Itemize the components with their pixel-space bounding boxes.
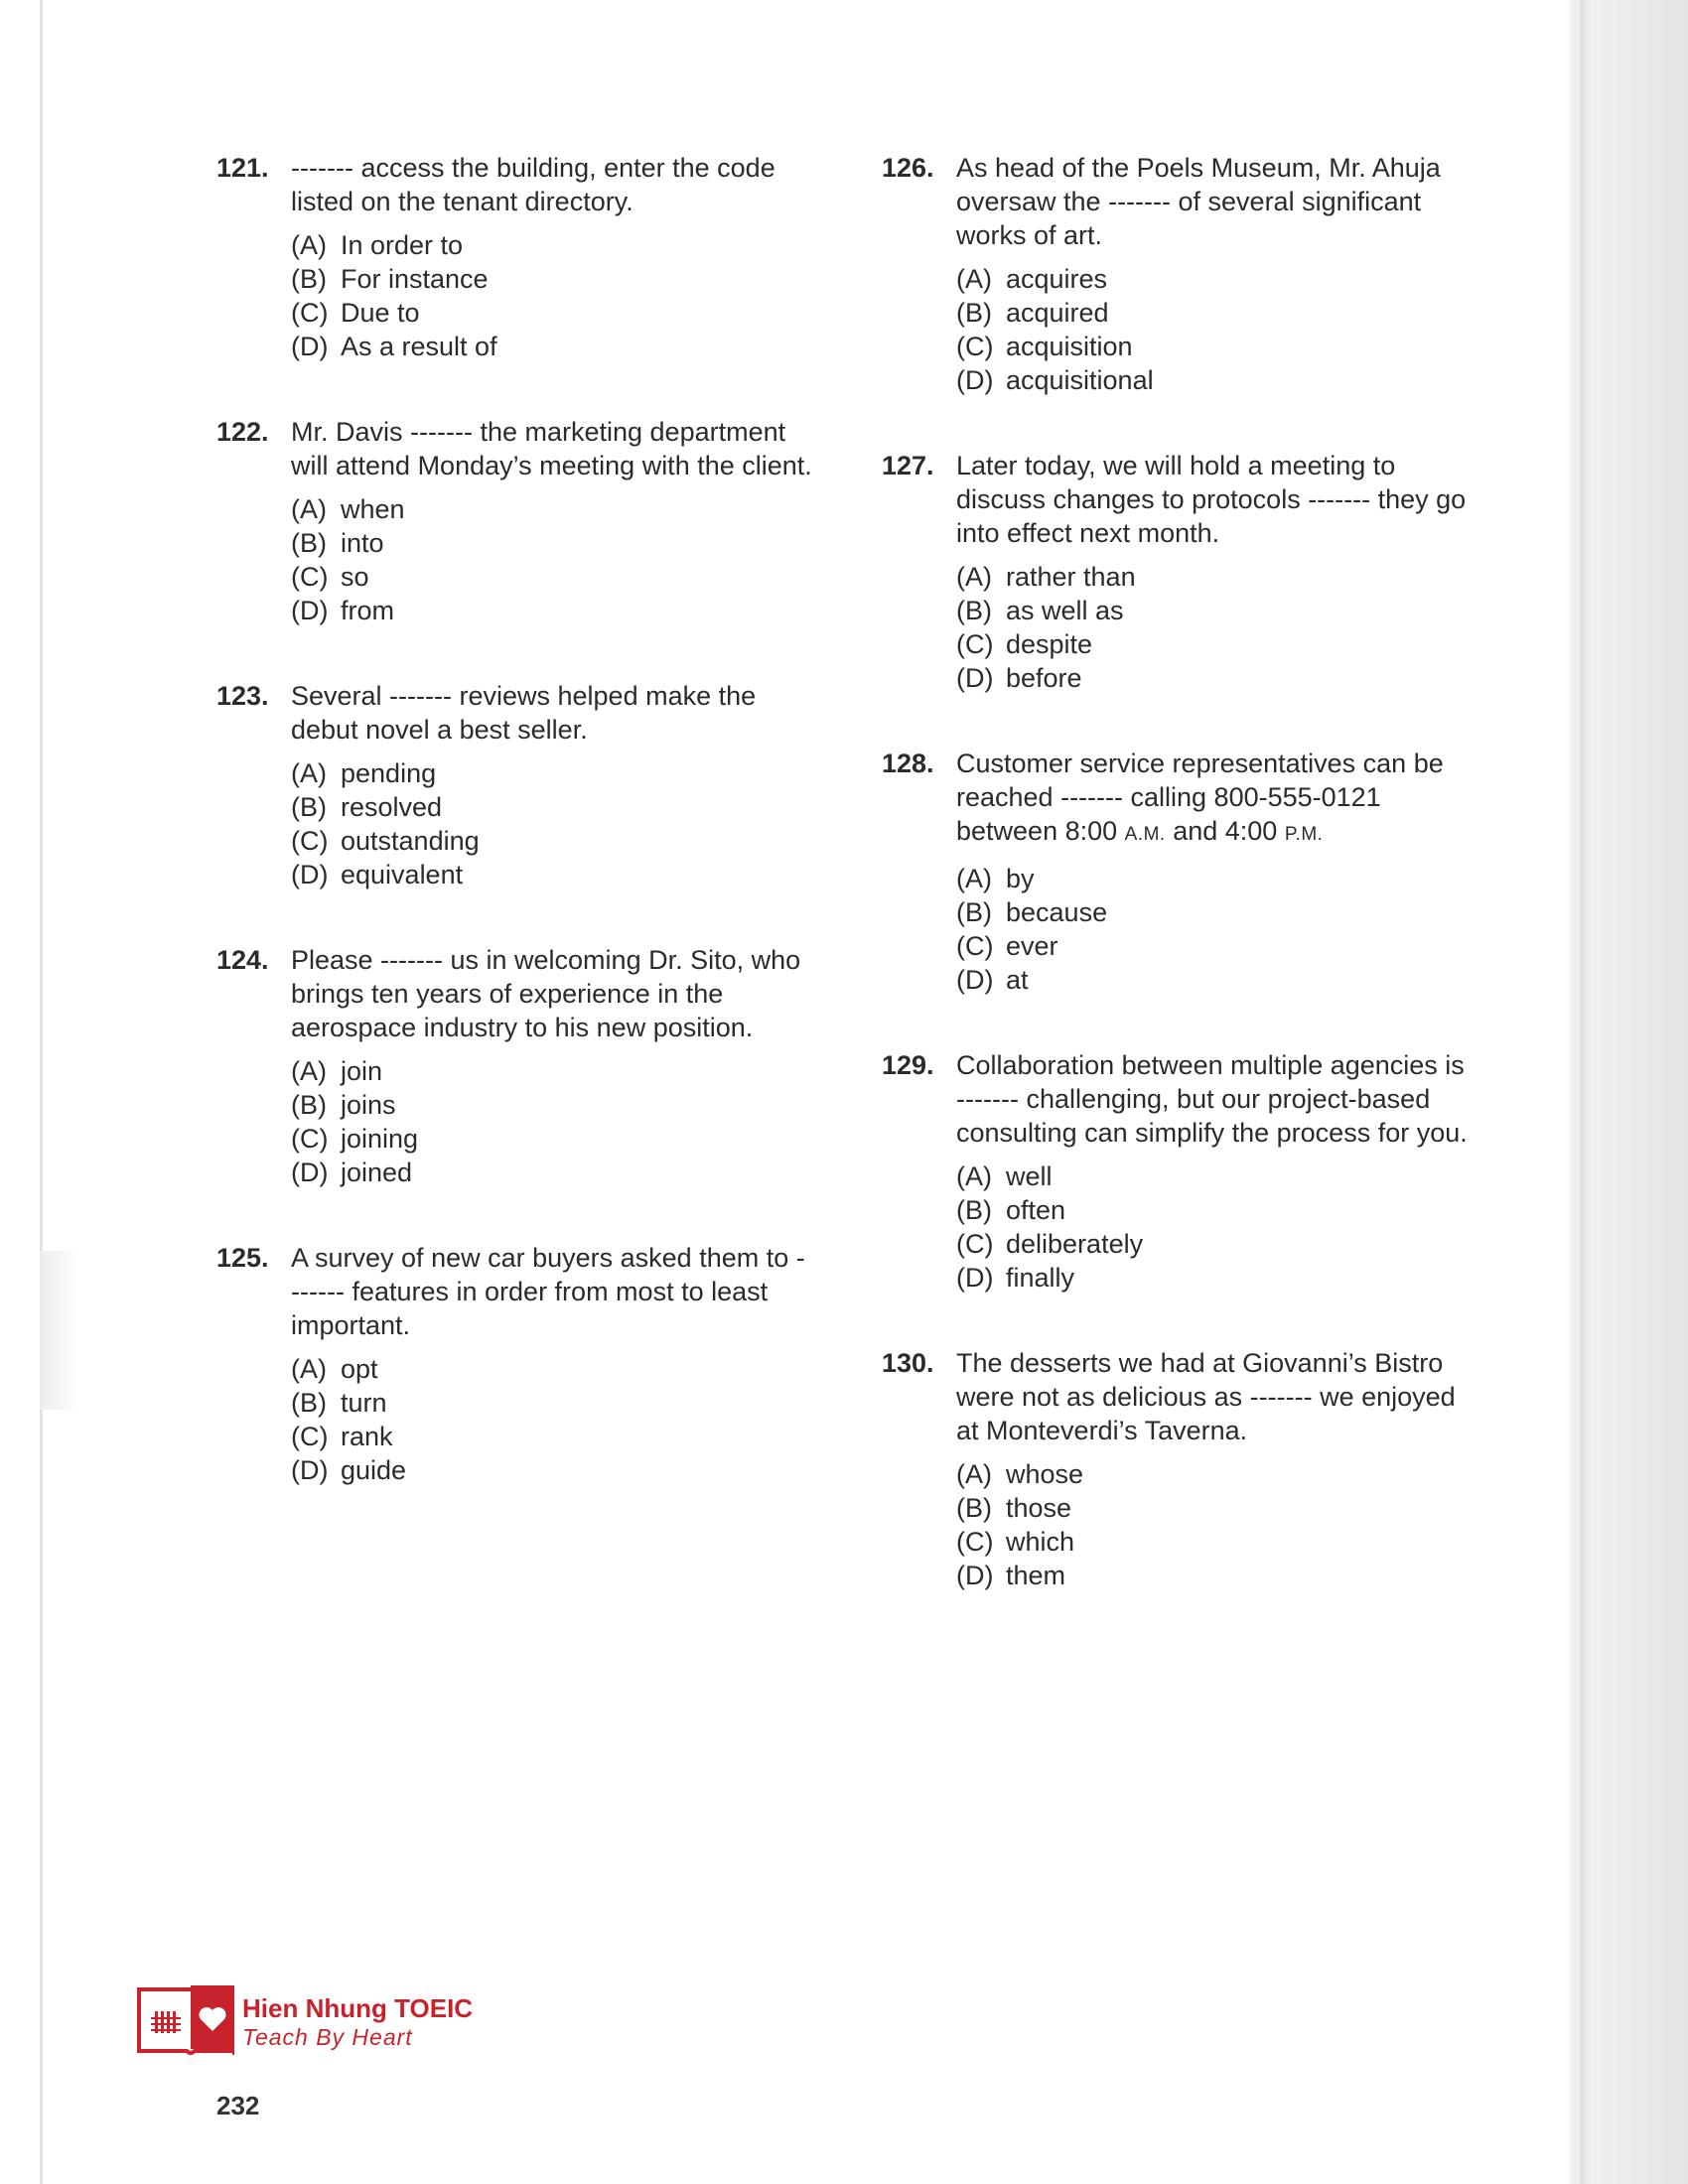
options-list — [956, 262, 1477, 397]
option-letter: (D) — [291, 1158, 329, 1187]
question-text: The desserts we had at Giovanni’s Bistro were not as delicious as ------- we enjoyed at Monteverdi’s Taverna. — [956, 1348, 1456, 1445]
option-letter: (C) — [291, 562, 329, 592]
option-text: rank — [341, 1422, 393, 1451]
option-b[interactable] — [956, 594, 1477, 627]
option-d[interactable] — [956, 363, 1477, 397]
question-number: 127. — [882, 451, 934, 480]
option-b[interactable] — [291, 1088, 812, 1122]
question-number: 124. — [216, 945, 269, 975]
option-text: join — [341, 1056, 383, 1086]
question-127 — [882, 449, 1477, 695]
option-text: acquired — [1006, 298, 1109, 328]
option-letter: (C) — [956, 931, 994, 961]
option-text: whose — [1006, 1459, 1084, 1489]
option-text: by — [1006, 864, 1035, 893]
right-column — [882, 151, 1477, 1644]
option-letter: (C) — [956, 332, 994, 361]
question-text — [956, 747, 1477, 852]
option-b[interactable] — [291, 526, 812, 560]
option-letter: (A) — [956, 1459, 992, 1489]
option-c[interactable] — [291, 296, 812, 330]
option-text: so — [341, 562, 369, 592]
option-d[interactable] — [291, 858, 812, 891]
option-text: rather than — [1006, 562, 1136, 592]
option-d[interactable] — [291, 330, 812, 363]
scan-edge-right — [1569, 0, 1688, 2184]
option-text: them — [1006, 1561, 1066, 1590]
option-letter: (D) — [291, 860, 329, 889]
question-text: Collaboration between multiple agencies is ------- challenging, but our project-based consulting can simplify the process for you. — [956, 1050, 1468, 1148]
question-text: Later today, we will hold a meeting to discuss changes to protocols ------- they go into effect next month. — [956, 451, 1467, 548]
option-text: when — [341, 494, 405, 524]
option-letter: (B) — [956, 1493, 992, 1523]
option-letter: (B) — [291, 792, 327, 822]
options-list — [956, 1457, 1477, 1592]
options-list — [291, 492, 812, 627]
question-129 — [882, 1048, 1477, 1295]
option-letter: (A) — [291, 230, 327, 260]
brand-tagline: Teach By Heart — [242, 2024, 413, 2050]
option-text: guide — [341, 1455, 407, 1485]
option-text: joining — [341, 1124, 419, 1154]
question-123 — [216, 679, 812, 891]
option-letter: (C) — [291, 826, 329, 856]
option-c[interactable] — [291, 1420, 812, 1453]
option-letter: (D) — [291, 596, 329, 625]
options-list — [956, 862, 1477, 997]
option-text: into — [341, 528, 384, 558]
option-c[interactable] — [956, 1525, 1477, 1559]
brand-name: Hien Nhung TOEIC — [242, 1993, 474, 2023]
option-d[interactable] — [291, 1453, 812, 1487]
option-text: despite — [1006, 629, 1093, 659]
option-b[interactable] — [291, 1386, 812, 1420]
option-b[interactable] — [956, 1193, 1477, 1227]
option-text: ever — [1006, 931, 1058, 961]
book-heart-icon — [135, 1983, 244, 2057]
option-letter: (A) — [291, 758, 327, 788]
option-a[interactable] — [291, 756, 812, 790]
option-text: because — [1006, 897, 1108, 927]
question-number: 130. — [882, 1348, 934, 1378]
question-text-part: and 4:00 — [1165, 816, 1285, 846]
question-text: Please ------- us in welcoming Dr. Sito, who brings ten years of experience in the aerospace industry to his new position. — [291, 945, 801, 1042]
option-letter: (D) — [956, 1561, 994, 1590]
option-letter: (B) — [291, 1388, 327, 1418]
option-letter: (D) — [291, 332, 329, 361]
option-c[interactable] — [956, 1227, 1477, 1261]
option-a[interactable] — [956, 1160, 1477, 1193]
option-letter: (A) — [291, 1354, 327, 1384]
option-letter: (B) — [956, 897, 992, 927]
option-c[interactable] — [291, 1122, 812, 1156]
option-text: opt — [341, 1354, 378, 1384]
question-number: 125. — [216, 1243, 269, 1273]
option-text: well — [1006, 1161, 1053, 1191]
option-text: As a result of — [341, 332, 497, 361]
option-letter: (A) — [291, 494, 327, 524]
question-text: As head of the Poels Museum, Mr. Ahuja oversaw the ------- of several significant works of art. — [956, 153, 1441, 250]
question-text: ------- access the building, enter the code listed on the tenant directory. — [291, 153, 775, 216]
option-letter: (B) — [291, 264, 327, 294]
question-number: 128. — [882, 749, 934, 778]
option-d[interactable] — [956, 1559, 1477, 1592]
option-d[interactable] — [291, 594, 812, 627]
option-text: those — [1006, 1493, 1072, 1523]
options-list — [291, 756, 812, 891]
option-d[interactable] — [956, 963, 1477, 997]
option-text: For instance — [341, 264, 489, 294]
question-number: 121. — [216, 153, 269, 183]
option-letter: (B) — [956, 298, 992, 328]
option-text: which — [1006, 1527, 1075, 1557]
scan-shadow — [40, 1251, 79, 1410]
options-list — [956, 1160, 1477, 1295]
option-c[interactable] — [956, 929, 1477, 963]
option-letter: (C) — [291, 298, 329, 328]
option-letter: (D) — [291, 1455, 329, 1485]
page-number: 232 — [216, 2091, 260, 2120]
option-text: finally — [1006, 1263, 1075, 1293]
option-letter: (B) — [956, 1195, 992, 1225]
scan-edge-left — [40, 0, 43, 2184]
question-text: Mr. Davis ------- the marketing department will attend Monday’s meeting with the client. — [291, 417, 812, 480]
option-letter: (B) — [956, 596, 992, 625]
option-letter: (A) — [956, 1161, 992, 1191]
option-letter: (B) — [291, 1090, 327, 1120]
option-a[interactable] — [291, 1054, 812, 1088]
left-column — [216, 151, 812, 1539]
option-text: joins — [341, 1090, 396, 1120]
question-126 — [882, 151, 1477, 397]
option-d[interactable] — [956, 661, 1477, 695]
option-letter: (C) — [956, 629, 994, 659]
question-122 — [216, 415, 812, 627]
option-text: turn — [341, 1388, 387, 1418]
option-text: from — [341, 596, 394, 625]
option-b[interactable] — [956, 1491, 1477, 1525]
option-text: acquisitional — [1006, 365, 1154, 395]
question-text: Several ------- reviews helped make the debut novel a best seller. — [291, 681, 757, 745]
brand-block — [242, 1993, 473, 2051]
option-letter: (C) — [956, 1229, 994, 1259]
question-121 — [216, 151, 812, 363]
option-c[interactable] — [956, 330, 1477, 363]
question-number: 123. — [216, 681, 269, 711]
option-a[interactable] — [956, 862, 1477, 895]
time-am: A.M. — [1124, 824, 1166, 845]
option-a[interactable] — [956, 262, 1477, 296]
option-text: In order to — [341, 230, 464, 260]
option-letter: (A) — [291, 1056, 327, 1086]
option-c[interactable] — [291, 824, 812, 858]
option-text: acquisition — [1006, 332, 1133, 361]
option-letter: (C) — [956, 1527, 994, 1557]
option-letter: (A) — [956, 562, 992, 592]
option-b[interactable] — [291, 262, 812, 296]
option-b[interactable] — [956, 895, 1477, 929]
option-a[interactable] — [291, 492, 812, 526]
option-a[interactable] — [291, 228, 812, 262]
option-a[interactable] — [291, 1352, 812, 1386]
option-d[interactable] — [956, 1261, 1477, 1295]
option-text: as well as — [1006, 596, 1124, 625]
time-pm: P.M. — [1284, 824, 1324, 845]
option-text: deliberately — [1006, 1229, 1144, 1259]
option-d[interactable] — [291, 1156, 812, 1189]
option-text: resolved — [341, 792, 443, 822]
option-b[interactable] — [956, 296, 1477, 330]
option-text: acquires — [1006, 264, 1108, 294]
options-list — [291, 1352, 812, 1487]
options-list — [291, 228, 812, 363]
option-letter: (D) — [956, 965, 994, 995]
options-list — [956, 560, 1477, 695]
logo-divider — [232, 1985, 234, 2055]
question-125 — [216, 1241, 812, 1487]
question-text: A survey of new car buyers asked them to ------- features in order from most to least important. — [291, 1243, 805, 1340]
option-letter: (A) — [956, 864, 992, 893]
option-a[interactable] — [956, 1457, 1477, 1491]
option-c[interactable] — [956, 627, 1477, 661]
option-letter: (A) — [956, 264, 992, 294]
option-c[interactable] — [291, 560, 812, 594]
option-letter: (D) — [956, 663, 994, 693]
question-text-part: Customer service representatives can be reached ------- calling 800-555-0121 between 8:00 — [956, 749, 1444, 846]
option-letter: (D) — [956, 1263, 994, 1293]
option-text: often — [1006, 1195, 1066, 1225]
question-124 — [216, 943, 812, 1189]
option-letter: (C) — [291, 1124, 329, 1154]
question-number: 122. — [216, 417, 269, 447]
option-text: before — [1006, 663, 1082, 693]
question-128 — [882, 747, 1477, 997]
question-number: 129. — [882, 1050, 934, 1080]
option-letter: (D) — [956, 365, 994, 395]
option-text: at — [1006, 965, 1029, 995]
question-130 — [882, 1346, 1477, 1592]
question-number: 126. — [882, 153, 934, 183]
option-text: equivalent — [341, 860, 464, 889]
option-text: joined — [341, 1158, 413, 1187]
options-list — [291, 1054, 812, 1189]
option-b[interactable] — [291, 790, 812, 824]
option-letter: (C) — [291, 1422, 329, 1451]
option-text: Due to — [341, 298, 420, 328]
option-text: outstanding — [341, 826, 480, 856]
option-letter: (B) — [291, 528, 327, 558]
option-text: pending — [341, 758, 437, 788]
option-a[interactable] — [956, 560, 1477, 594]
